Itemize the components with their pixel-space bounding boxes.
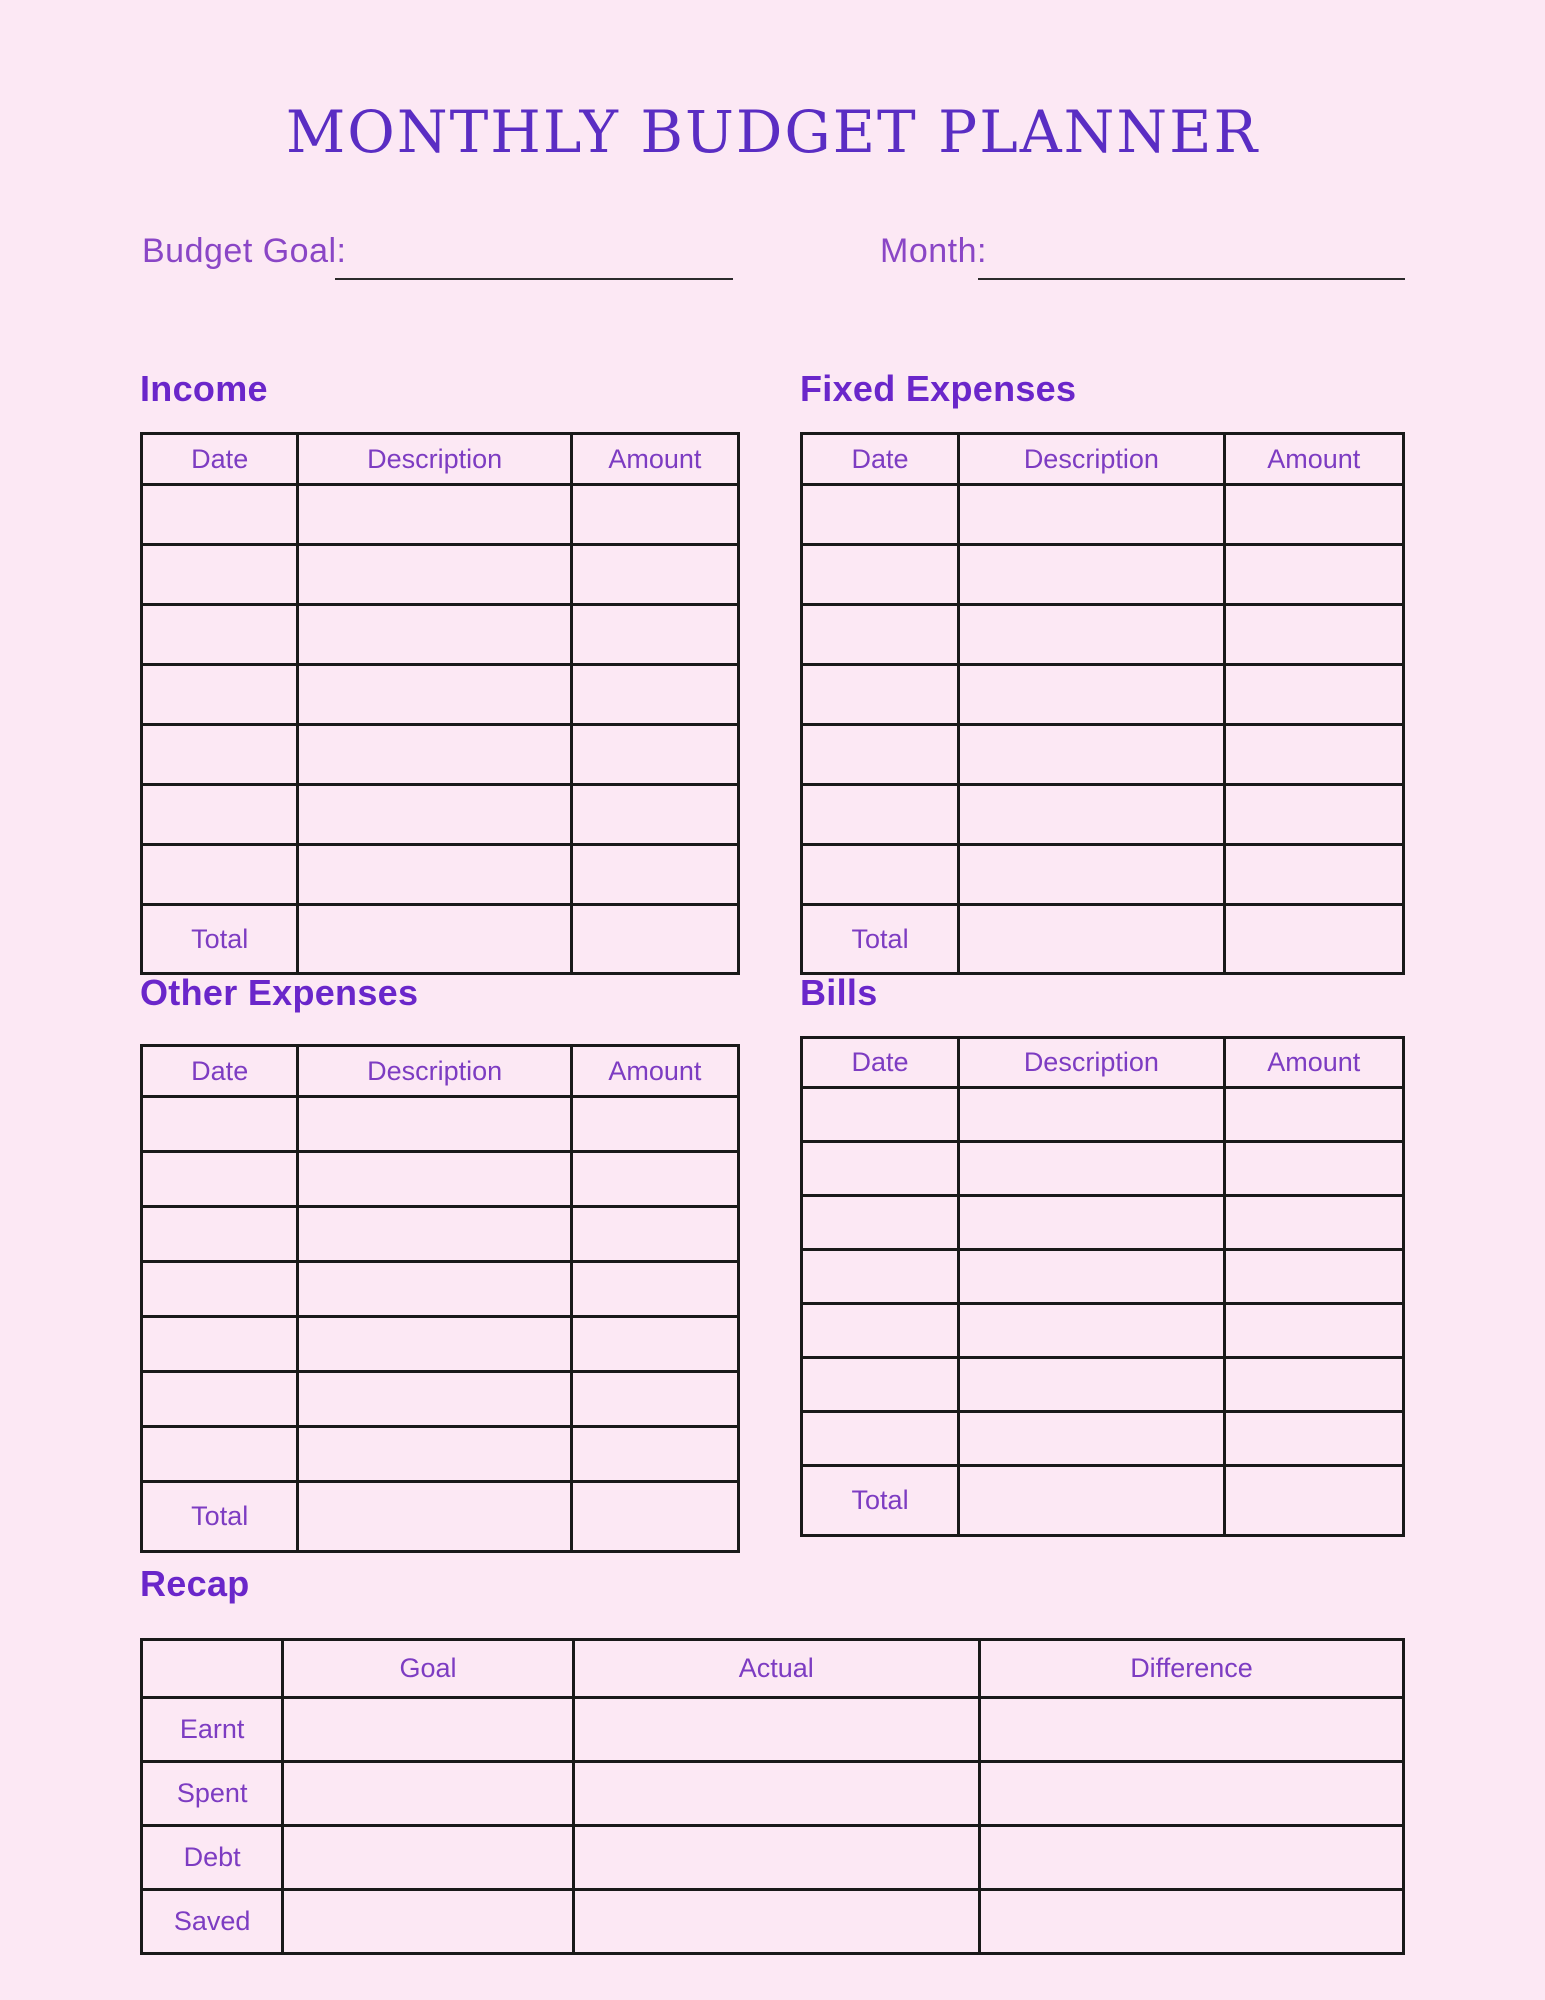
total-label: Total: [142, 1482, 298, 1552]
empty-cell: [298, 1317, 571, 1372]
empty-cell: [142, 1262, 298, 1317]
budget-goal-input-line[interactable]: [335, 234, 733, 280]
empty-cell: [571, 1427, 738, 1482]
recap-corner-cell: [142, 1640, 283, 1698]
recap-row-label: Saved: [142, 1890, 283, 1954]
recap-row-label: Debt: [142, 1826, 283, 1890]
empty-cell: [573, 1698, 979, 1762]
empty-cell: [298, 1097, 571, 1152]
empty-cell: [959, 1412, 1224, 1466]
empty-cell: [1224, 485, 1403, 545]
table-row: [142, 485, 739, 545]
empty-cell: [571, 785, 738, 845]
other-expenses-heading: Other Expenses: [140, 972, 419, 1013]
bills-table: [800, 1036, 1405, 1537]
empty-cell: [142, 485, 298, 545]
empty-cell: [1224, 1196, 1403, 1250]
recap-row-debt: [142, 1826, 1404, 1890]
table-row: [802, 545, 1404, 605]
empty-cell: [573, 1826, 979, 1890]
empty-cell: [802, 1196, 959, 1250]
empty-cell: [1224, 785, 1403, 845]
empty-cell: [142, 605, 298, 665]
total-description-cell: [959, 905, 1224, 974]
empty-cell: [802, 1358, 959, 1412]
empty-cell: [959, 1304, 1224, 1358]
table-row: [802, 785, 1404, 845]
empty-cell: [959, 1142, 1224, 1196]
table-row: [802, 1358, 1404, 1412]
empty-cell: [959, 665, 1224, 725]
column-header-date: Date: [802, 1038, 959, 1088]
empty-cell: [142, 1097, 298, 1152]
empty-cell: [802, 545, 959, 605]
column-header-amount: Amount: [1224, 1038, 1403, 1088]
empty-cell: [802, 845, 959, 905]
budget-goal-label: Budget Goal:: [142, 232, 347, 270]
column-header-goal: Goal: [283, 1640, 573, 1698]
column-header-description: Description: [959, 434, 1224, 485]
empty-cell: [979, 1762, 1403, 1826]
empty-cell: [298, 665, 571, 725]
empty-cell: [571, 845, 738, 905]
empty-cell: [802, 785, 959, 845]
recap-row-saved: [142, 1890, 1404, 1954]
empty-cell: [1224, 1358, 1403, 1412]
total-label: Total: [802, 1466, 959, 1536]
empty-cell: [979, 1890, 1403, 1954]
empty-cell: [571, 1152, 738, 1207]
empty-cell: [802, 1250, 959, 1304]
empty-cell: [571, 1372, 738, 1427]
total-label: Total: [142, 905, 298, 974]
empty-cell: [979, 1826, 1403, 1890]
empty-cell: [571, 545, 738, 605]
empty-cell: [298, 785, 571, 845]
bills-header-row: [802, 1038, 1404, 1088]
empty-cell: [283, 1698, 573, 1762]
empty-cell: [959, 1358, 1224, 1412]
empty-cell: [571, 605, 738, 665]
table-row: [802, 1304, 1404, 1358]
table-row: [802, 605, 1404, 665]
empty-cell: [142, 665, 298, 725]
empty-cell: [142, 1207, 298, 1262]
column-header-description: Description: [298, 434, 571, 485]
table-row: [142, 1097, 739, 1152]
empty-cell: [283, 1890, 573, 1954]
empty-cell: [571, 1097, 738, 1152]
income-table: [140, 432, 740, 975]
total-label: Total: [802, 905, 959, 974]
bills-total-row: [802, 1466, 1404, 1536]
empty-cell: [802, 665, 959, 725]
table-row: [802, 1142, 1404, 1196]
other-expenses-header-row: [142, 1046, 739, 1097]
empty-cell: [1224, 605, 1403, 665]
empty-cell: [959, 725, 1224, 785]
table-row: [142, 1207, 739, 1262]
empty-cell: [298, 1262, 571, 1317]
table-row: [142, 845, 739, 905]
column-header-date: Date: [802, 434, 959, 485]
fixed-expenses-header-row: [802, 434, 1404, 485]
total-amount-cell: [571, 905, 738, 974]
empty-cell: [1224, 1412, 1403, 1466]
empty-cell: [571, 1317, 738, 1372]
column-header-amount: Amount: [1224, 434, 1403, 485]
income-header-row: [142, 434, 739, 485]
empty-cell: [1224, 1250, 1403, 1304]
recap-header-row: [142, 1640, 1404, 1698]
empty-cell: [959, 605, 1224, 665]
table-row: [802, 1250, 1404, 1304]
empty-cell: [571, 485, 738, 545]
table-row: [142, 665, 739, 725]
table-row: [802, 1412, 1404, 1466]
income-total-row: [142, 905, 739, 974]
empty-cell: [298, 1207, 571, 1262]
empty-cell: [571, 1262, 738, 1317]
table-row: [142, 1317, 739, 1372]
empty-cell: [142, 845, 298, 905]
empty-cell: [571, 1207, 738, 1262]
column-header-description: Description: [959, 1038, 1224, 1088]
empty-cell: [1224, 1088, 1403, 1142]
empty-cell: [571, 665, 738, 725]
column-header-date: Date: [142, 434, 298, 485]
table-row: [142, 785, 739, 845]
empty-cell: [1224, 1304, 1403, 1358]
column-header-difference: Difference: [979, 1640, 1403, 1698]
empty-cell: [959, 1196, 1224, 1250]
column-header-actual: Actual: [573, 1640, 979, 1698]
empty-cell: [959, 1250, 1224, 1304]
empty-cell: [802, 1412, 959, 1466]
empty-cell: [959, 785, 1224, 845]
empty-cell: [959, 1088, 1224, 1142]
recap-row-earnt: [142, 1698, 1404, 1762]
empty-cell: [802, 1088, 959, 1142]
table-row: [142, 605, 739, 665]
empty-cell: [142, 725, 298, 785]
empty-cell: [802, 605, 959, 665]
empty-cell: [142, 1317, 298, 1372]
total-description-cell: [298, 905, 571, 974]
recap-table: [140, 1638, 1405, 1955]
empty-cell: [1224, 725, 1403, 785]
empty-cell: [802, 1304, 959, 1358]
empty-cell: [142, 785, 298, 845]
empty-cell: [283, 1762, 573, 1826]
table-row: [142, 545, 739, 605]
month-input-line[interactable]: [978, 234, 1405, 280]
table-row: [142, 725, 739, 785]
total-amount-cell: [1224, 905, 1403, 974]
table-row: [802, 1088, 1404, 1142]
empty-cell: [802, 485, 959, 545]
empty-cell: [1224, 845, 1403, 905]
empty-cell: [142, 545, 298, 605]
empty-cell: [298, 1372, 571, 1427]
fixed-expenses-heading: Fixed Expenses: [800, 368, 1077, 409]
empty-cell: [979, 1698, 1403, 1762]
empty-cell: [298, 545, 571, 605]
empty-cell: [298, 1152, 571, 1207]
fixed-expenses-total-row: [802, 905, 1404, 974]
table-row: [802, 485, 1404, 545]
table-row: [142, 1262, 739, 1317]
recap-heading: Recap: [140, 1563, 250, 1604]
column-header-amount: Amount: [571, 1046, 738, 1097]
other-expenses-total-row: [142, 1482, 739, 1552]
column-header-description: Description: [298, 1046, 571, 1097]
empty-cell: [142, 1372, 298, 1427]
empty-cell: [571, 725, 738, 785]
total-description-cell: [298, 1482, 571, 1552]
empty-cell: [802, 1142, 959, 1196]
empty-cell: [573, 1890, 979, 1954]
empty-cell: [298, 605, 571, 665]
empty-cell: [959, 845, 1224, 905]
table-row: [802, 725, 1404, 785]
total-description-cell: [959, 1466, 1224, 1536]
other-expenses-table: [140, 1044, 740, 1553]
recap-row-spent: [142, 1762, 1404, 1826]
income-heading: Income: [140, 368, 268, 409]
table-row: [802, 1196, 1404, 1250]
total-amount-cell: [571, 1482, 738, 1552]
page-title: MONTHLY BUDGET PLANNER: [285, 98, 1260, 166]
empty-cell: [142, 1152, 298, 1207]
total-amount-cell: [1224, 1466, 1403, 1536]
empty-cell: [298, 725, 571, 785]
empty-cell: [298, 1427, 571, 1482]
bills-heading: Bills: [800, 972, 878, 1013]
table-row: [142, 1427, 739, 1482]
empty-cell: [959, 485, 1224, 545]
column-header-amount: Amount: [571, 434, 738, 485]
month-label: Month:: [880, 232, 987, 270]
table-row: [802, 845, 1404, 905]
recap-row-label: Spent: [142, 1762, 283, 1826]
empty-cell: [298, 485, 571, 545]
table-row: [802, 665, 1404, 725]
column-header-date: Date: [142, 1046, 298, 1097]
recap-row-label: Earnt: [142, 1698, 283, 1762]
table-row: [142, 1372, 739, 1427]
empty-cell: [283, 1826, 573, 1890]
empty-cell: [142, 1427, 298, 1482]
empty-cell: [298, 845, 571, 905]
empty-cell: [1224, 665, 1403, 725]
empty-cell: [573, 1762, 979, 1826]
empty-cell: [959, 545, 1224, 605]
table-row: [142, 1152, 739, 1207]
empty-cell: [802, 725, 959, 785]
fixed-expenses-table: [800, 432, 1405, 975]
empty-cell: [1224, 545, 1403, 605]
empty-cell: [1224, 1142, 1403, 1196]
